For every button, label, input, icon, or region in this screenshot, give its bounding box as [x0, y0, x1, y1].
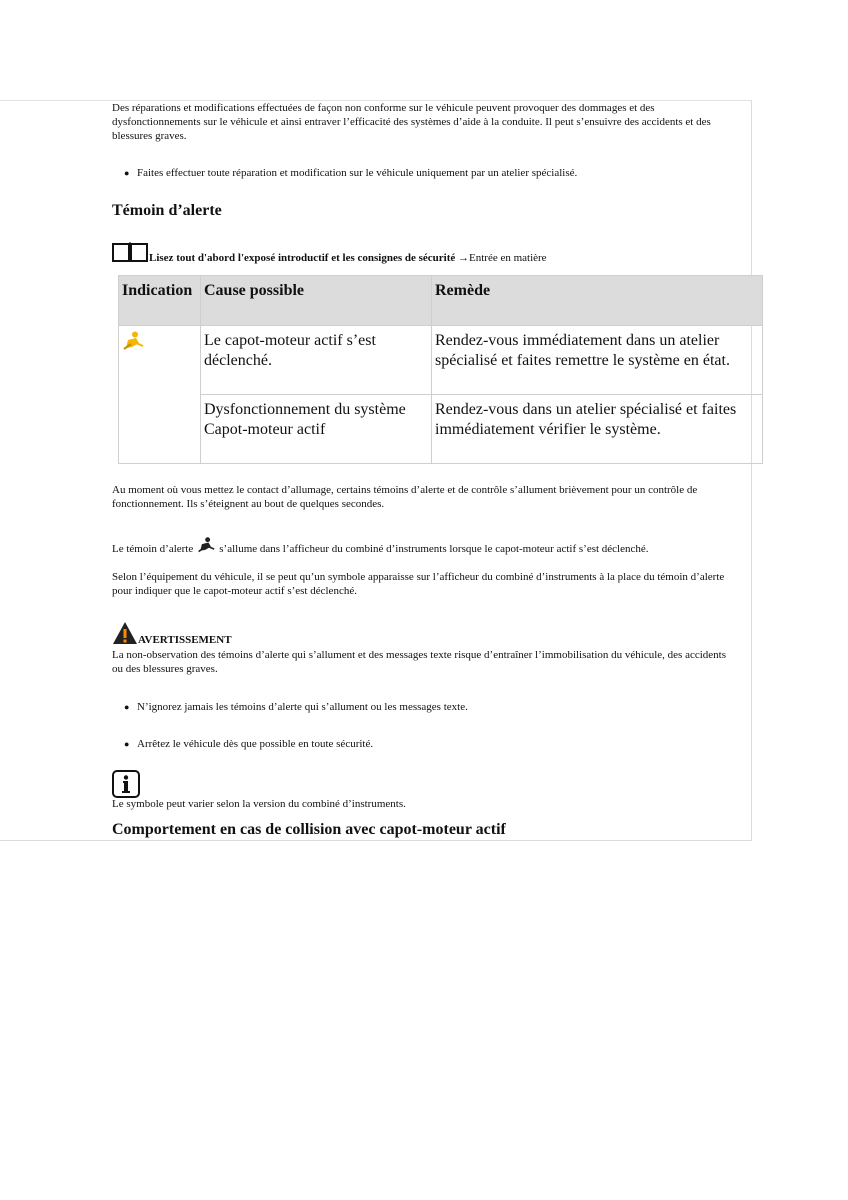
paragraph-symbol: Selon l’équipement du véhicule, il se peut qu’un symbole apparaisse sur l’afficheur du combiné d’instruments à la place du témoin d’alerte pour indiquer que le capot-moteur actif s’est déclenché.: [112, 571, 725, 597]
intro-bullet-text: Faites effectuer toute réparation et modification sur le véhicule uniquement par un atelier spécialisé.: [137, 167, 578, 179]
cause-cell: Dysfonctionnement du système Capot-moteur actif: [201, 395, 432, 464]
remedy-cell: Rendez-vous dans un atelier spécialisé et faites immédiatement vérifier le système.: [432, 395, 763, 464]
paragraph-warning-light: [112, 536, 727, 556]
table-row: [119, 326, 763, 395]
bullet-dot-icon: ●: [124, 739, 130, 749]
book-icon: [112, 241, 148, 263]
bullet-dot-icon: ●: [124, 168, 130, 178]
section-title-collision: Comportement en cas de collision avec capot-moteur actif: [112, 821, 506, 838]
read-first-link[interactable]: →Entrée en matière: [458, 252, 547, 264]
page-frame-bottom: [0, 840, 752, 841]
cause-cell: Le capot-moteur actif s’est déclenché.: [201, 326, 432, 395]
header-cause: Cause possible: [201, 276, 432, 326]
table-row: [119, 395, 763, 464]
bullet-dot-icon: ●: [124, 702, 130, 712]
read-first-text: Lisez tout d'abord l'exposé introductif et les consignes de sécurité: [149, 252, 456, 264]
paragraph-warning-light-start: Le témoin d’alerte: [112, 543, 194, 555]
warning-triangle-icon: [112, 621, 138, 645]
info-icon: [112, 770, 140, 798]
page-frame-right: [751, 100, 752, 840]
active-bonnet-warning-icon: [122, 331, 144, 351]
paragraph-self-test: Au moment où vous mettez le contact d’allumage, certains témoins d’alerte et de contrôle s’allument brièvement pour un contrôle de fonctionnement. Ils s’éteignent au bout de quelques secondes.: [112, 484, 698, 510]
warning-bullet: [124, 737, 374, 751]
paragraph-warning-light-end: s’allume dans l’afficheur du combiné d’instruments lorsque le capot-moteur actif s’est déclenché.: [219, 543, 649, 555]
warning-title: AVERTISSEMENT: [138, 634, 232, 646]
header-remedy: Remède: [432, 276, 763, 326]
warning-text: La non-observation des témoins d’alerte qui s’allument et des messages texte risque d’entraîner l’immobilisation du véhicule, des accidents ou des blessures graves.: [112, 649, 726, 675]
intro-bullet: [124, 166, 578, 180]
indication-cell: [119, 326, 201, 464]
remedy-cell: Rendez-vous immédiatement dans un atelier spécialisé et faites remettre le système en état.: [432, 326, 763, 395]
warning-bullet: [124, 700, 468, 714]
section-title-warning-light: Témoin d’alerte: [112, 202, 222, 219]
warning-bullet-text: N’ignorez jamais les témoins d’alerte qui s’allument ou les messages texte.: [137, 701, 468, 713]
warning-light-table: [118, 275, 763, 464]
note-text: Le symbole peut varier selon la version du combiné d’instruments.: [112, 798, 406, 810]
header-indication: Indication: [119, 276, 201, 326]
warning-bullet-text: Arrêtez le véhicule dès que possible en toute sécurité.: [137, 738, 374, 750]
table-header-row: [119, 276, 763, 326]
intro-paragraph: Des réparations et modifications effectuées de façon non conforme sur le véhicule peuvent provoquer des dommages et des dysfonctionnements sur le véhicule et ainsi entraver l’efficacité des systèmes d’aide à la conduite. Il peut s’ensuivre des accidents et des blessures graves.: [112, 102, 711, 142]
active-bonnet-inline-icon: [197, 536, 215, 554]
